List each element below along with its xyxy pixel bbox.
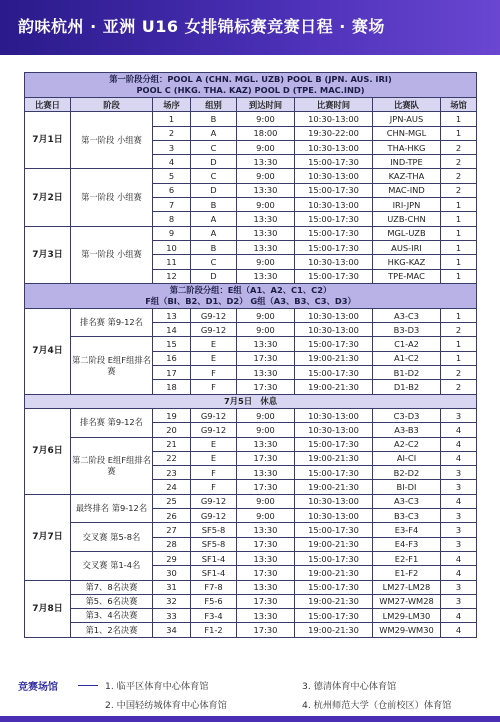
match-venue: 1	[441, 240, 477, 254]
arrival-time: 9:00	[237, 323, 295, 337]
match-row	[25, 112, 477, 126]
arrival-time: 17:30	[237, 594, 295, 608]
match-venue: 3	[441, 594, 477, 608]
match-row	[25, 337, 477, 351]
match-group: B	[191, 240, 237, 254]
venue-4: 4. 杭州师范大学（仓前校区）体育馆	[302, 700, 452, 711]
match-venue: 3	[441, 466, 477, 480]
arrival-time: 13:30	[237, 337, 295, 351]
match-venue: 2	[441, 155, 477, 169]
column-header: 阶段	[71, 98, 153, 112]
match-date: 7月2日	[25, 169, 71, 226]
match-teams: A1-C2	[373, 351, 441, 365]
match-teams: MAC-IND	[373, 183, 441, 197]
arrival-time: 9:00	[237, 255, 295, 269]
match-group: D	[191, 183, 237, 197]
match-number: 12	[153, 269, 191, 283]
match-teams: A3-C3	[373, 494, 441, 508]
match-stage: 第一阶段 小组赛	[71, 226, 153, 283]
venue-2: 2. 中国轻纺城体育中心体育馆	[105, 700, 227, 711]
match-group: SF1-4	[191, 566, 237, 580]
venues-divider	[78, 685, 98, 686]
match-venue: 3	[441, 509, 477, 523]
rest-day: 7月5日 休息	[25, 394, 477, 408]
arrival-time: 13:30	[237, 155, 295, 169]
match-venue: 1	[441, 198, 477, 212]
match-date: 7月3日	[25, 226, 71, 283]
column-header: 场序	[153, 98, 191, 112]
stage2-header	[25, 283, 477, 308]
match-teams: THA-HKG	[373, 140, 441, 154]
match-row	[25, 308, 477, 322]
match-group: F	[191, 380, 237, 394]
match-teams: D1-B2	[373, 380, 441, 394]
match-number: 10	[153, 240, 191, 254]
match-time: 10:30-13:00	[295, 494, 373, 508]
match-number: 25	[153, 494, 191, 508]
match-time: 15:00-17:30	[295, 269, 373, 283]
match-venue: 1	[441, 351, 477, 365]
match-time: 15:00-17:30	[295, 183, 373, 197]
arrival-time: 17:30	[237, 380, 295, 394]
match-venue: 1	[441, 112, 477, 126]
match-time: 10:30-13:00	[295, 140, 373, 154]
match-time: 15:00-17:30	[295, 226, 373, 240]
match-time: 19:00-21:30	[295, 594, 373, 608]
match-time: 19:00-21:30	[295, 623, 373, 637]
arrival-time: 9:00	[237, 112, 295, 126]
match-group: SF1-4	[191, 551, 237, 565]
match-number: 14	[153, 323, 191, 337]
match-stage: 第5、6名决赛	[71, 594, 153, 608]
match-venue: 1	[441, 269, 477, 283]
match-teams: MGL-UZB	[373, 226, 441, 240]
match-number: 27	[153, 523, 191, 537]
match-time: 10:30-13:00	[295, 308, 373, 322]
match-group: C	[191, 255, 237, 269]
match-number: 6	[153, 183, 191, 197]
arrival-time: 9:00	[237, 198, 295, 212]
match-group: G9-12	[191, 423, 237, 437]
match-row	[25, 609, 477, 623]
match-group: SF5-8	[191, 537, 237, 551]
match-venue: 4	[441, 423, 477, 437]
match-time: 10:30-13:00	[295, 169, 373, 183]
schedule-table	[24, 72, 477, 638]
match-row	[25, 494, 477, 508]
match-venue: 2	[441, 380, 477, 394]
match-venue: 2	[441, 140, 477, 154]
match-number: 28	[153, 537, 191, 551]
match-stage: 交叉赛 第1-4名	[71, 551, 153, 580]
match-venue: 1	[441, 308, 477, 322]
arrival-time: 13:30	[237, 523, 295, 537]
match-number: 23	[153, 466, 191, 480]
match-time: 10:30-13:00	[295, 509, 373, 523]
arrival-time: 13:30	[237, 580, 295, 594]
arrival-time: 17:30	[237, 537, 295, 551]
match-stage: 第一阶段 小组赛	[71, 169, 153, 226]
match-stage: 排名赛 第9-12名	[71, 308, 153, 337]
rest-day-row	[25, 394, 477, 408]
match-number: 16	[153, 351, 191, 365]
match-venue: 2	[441, 169, 477, 183]
match-stage: 第二阶段 E组F组排名赛	[71, 437, 153, 494]
arrival-time: 13:30	[237, 437, 295, 451]
match-group: F3-4	[191, 609, 237, 623]
match-group: A	[191, 126, 237, 140]
match-group: F5-6	[191, 594, 237, 608]
match-time: 10:30-13:00	[295, 323, 373, 337]
match-teams: LM29-LM30	[373, 609, 441, 623]
match-venue: 3	[441, 408, 477, 422]
match-date: 7月6日	[25, 408, 71, 494]
match-date: 7月7日	[25, 494, 71, 580]
stage2-header-line2: F组（BI、B2、D1、D2） G组（A3、B3、C3、D3）	[145, 295, 356, 306]
match-time: 10:30-13:00	[295, 112, 373, 126]
venue-1: 1. 临平区体育中心体育馆	[105, 681, 209, 692]
match-group: G9-12	[191, 323, 237, 337]
match-group: A	[191, 212, 237, 226]
match-teams: B3-D3	[373, 323, 441, 337]
match-teams: A2-C2	[373, 437, 441, 451]
match-date: 7月8日	[25, 580, 71, 637]
match-number: 19	[153, 408, 191, 422]
match-number: 2	[153, 126, 191, 140]
match-number: 5	[153, 169, 191, 183]
column-header: 组别	[191, 98, 237, 112]
footer-bar	[0, 716, 500, 722]
match-group: F	[191, 466, 237, 480]
match-stage: 第3、4名决赛	[71, 609, 153, 623]
match-group: G9-12	[191, 308, 237, 322]
match-number: 13	[153, 308, 191, 322]
arrival-time: 13:30	[237, 609, 295, 623]
match-group: F1-2	[191, 623, 237, 637]
match-venue: 4	[441, 623, 477, 637]
venues-label: 竞赛场馆	[18, 682, 58, 693]
match-number: 34	[153, 623, 191, 637]
match-group: B	[191, 112, 237, 126]
match-teams: E4-F3	[373, 537, 441, 551]
match-venue: 1	[441, 126, 477, 140]
column-header: 到达时间	[237, 98, 295, 112]
match-teams: B3-C3	[373, 509, 441, 523]
match-venue: 4	[441, 451, 477, 465]
match-teams: IRI-JPN	[373, 198, 441, 212]
match-teams: AUS-IRI	[373, 240, 441, 254]
match-time: 19:00-21:30	[295, 480, 373, 494]
column-header: 比赛时间	[295, 98, 373, 112]
arrival-time: 13:30	[237, 183, 295, 197]
match-time: 19:00-21:30	[295, 380, 373, 394]
arrival-time: 13:30	[237, 240, 295, 254]
arrival-time: 13:30	[237, 212, 295, 226]
arrival-time: 17:30	[237, 623, 295, 637]
match-group: E	[191, 437, 237, 451]
match-number: 20	[153, 423, 191, 437]
match-group: G9-12	[191, 408, 237, 422]
match-number: 24	[153, 480, 191, 494]
arrival-time: 17:30	[237, 480, 295, 494]
match-number: 33	[153, 609, 191, 623]
match-number: 32	[153, 594, 191, 608]
match-teams: TPE-MAC	[373, 269, 441, 283]
arrival-time: 13:30	[237, 466, 295, 480]
match-number: 18	[153, 380, 191, 394]
match-row	[25, 580, 477, 594]
match-row	[25, 169, 477, 183]
arrival-time: 13:30	[237, 269, 295, 283]
match-time: 19:00-21:30	[295, 351, 373, 365]
arrival-time: 9:00	[237, 140, 295, 154]
match-number: 31	[153, 580, 191, 594]
venue-3: 3. 德清体育中心体育馆	[302, 681, 397, 692]
match-teams: AI-CI	[373, 451, 441, 465]
column-header-row	[25, 98, 477, 112]
match-stage: 最终排名 第9-12名	[71, 494, 153, 523]
match-stage: 第1、2名决赛	[71, 623, 153, 637]
stage1-header-line2: POOL C (HKG. THA. KAZ) POOL D (TPE. MAC.IND)	[136, 85, 365, 95]
match-group: F	[191, 480, 237, 494]
match-time: 10:30-13:00	[295, 408, 373, 422]
match-venue: 2	[441, 323, 477, 337]
page-title: 韵味杭州 · 亚洲 U16 女排锦标赛竞赛日程 · 赛场	[18, 17, 385, 36]
match-venue: 3	[441, 537, 477, 551]
match-number: 17	[153, 366, 191, 380]
match-time: 10:30-13:00	[295, 423, 373, 437]
column-header: 比赛队	[373, 98, 441, 112]
match-time: 19:00-21:30	[295, 566, 373, 580]
match-teams: CHN-MGL	[373, 126, 441, 140]
match-group: G9-12	[191, 509, 237, 523]
arrival-time: 13:30	[237, 226, 295, 240]
match-teams: KAZ-THA	[373, 169, 441, 183]
match-teams: WM29-WM30	[373, 623, 441, 637]
match-stage: 第二阶段 E组F组排名赛	[71, 337, 153, 394]
match-teams: C3-D3	[373, 408, 441, 422]
arrival-time: 9:00	[237, 408, 295, 422]
match-row	[25, 523, 477, 537]
match-date: 7月1日	[25, 112, 71, 169]
match-number: 26	[153, 509, 191, 523]
match-number: 3	[153, 140, 191, 154]
match-venue: 2	[441, 366, 477, 380]
match-row	[25, 551, 477, 565]
match-number: 9	[153, 226, 191, 240]
match-group: G9-12	[191, 494, 237, 508]
schedule-table-frame	[24, 72, 476, 657]
column-header: 比赛日	[25, 98, 71, 112]
arrival-time: 17:30	[237, 566, 295, 580]
match-teams: BI-DI	[373, 480, 441, 494]
match-teams: E1-F2	[373, 566, 441, 580]
match-time: 15:00-17:30	[295, 437, 373, 451]
match-venue: 4	[441, 566, 477, 580]
match-teams: C1-A2	[373, 337, 441, 351]
match-time: 15:00-17:30	[295, 551, 373, 565]
match-time: 15:00-17:30	[295, 366, 373, 380]
match-venue: 1	[441, 337, 477, 351]
match-stage: 排名赛 第9-12名	[71, 408, 153, 437]
match-number: 30	[153, 566, 191, 580]
arrival-time: 17:30	[237, 451, 295, 465]
match-teams: IND-TPE	[373, 155, 441, 169]
column-header: 场馆	[441, 98, 477, 112]
match-group: D	[191, 155, 237, 169]
match-venue: 3	[441, 580, 477, 594]
match-row	[25, 594, 477, 608]
stage1-header-line1: 第一阶段分组：POOL A (CHN. MGL. UZB) POOL B (JPN. AUS. IRI)	[109, 74, 392, 84]
match-time: 15:00-17:30	[295, 212, 373, 226]
match-row	[25, 408, 477, 422]
match-venue: 1	[441, 212, 477, 226]
match-group: E	[191, 337, 237, 351]
match-teams: A3-B3	[373, 423, 441, 437]
match-stage: 第7、8名决赛	[71, 580, 153, 594]
match-row	[25, 226, 477, 240]
match-number: 4	[153, 155, 191, 169]
arrival-time: 9:00	[237, 494, 295, 508]
match-number: 8	[153, 212, 191, 226]
match-group: F7-8	[191, 580, 237, 594]
match-group: B	[191, 198, 237, 212]
match-number: 11	[153, 255, 191, 269]
arrival-time: 9:00	[237, 169, 295, 183]
stage2-header-line1: 第二阶段分组：E组（A1、A2、C1、C2）	[169, 284, 332, 295]
match-group: F	[191, 366, 237, 380]
match-venue: 1	[441, 255, 477, 269]
match-venue: 3	[441, 523, 477, 537]
arrival-time: 18:00	[237, 126, 295, 140]
match-venue: 1	[441, 226, 477, 240]
match-time: 10:30-13:00	[295, 255, 373, 269]
match-venue: 3	[441, 480, 477, 494]
match-teams: LM27-LM28	[373, 580, 441, 594]
header-banner	[0, 0, 500, 55]
match-time: 15:00-17:30	[295, 466, 373, 480]
match-time: 19:00-21:30	[295, 451, 373, 465]
match-teams: E3-F4	[373, 523, 441, 537]
match-group: SF5-8	[191, 523, 237, 537]
match-time: 15:00-17:30	[295, 580, 373, 594]
match-time: 19:30-22:00	[295, 126, 373, 140]
match-time: 15:00-17:30	[295, 240, 373, 254]
match-time: 15:00-17:30	[295, 337, 373, 351]
match-row	[25, 623, 477, 637]
arrival-time: 17:30	[237, 351, 295, 365]
match-venue: 4	[441, 609, 477, 623]
match-teams: E2-F1	[373, 551, 441, 565]
match-group: C	[191, 169, 237, 183]
match-time: 15:00-17:30	[295, 609, 373, 623]
match-stage: 第一阶段 小组赛	[71, 112, 153, 169]
match-time: 19:00-21:30	[295, 537, 373, 551]
match-teams: HKG-KAZ	[373, 255, 441, 269]
match-teams: A3-C3	[373, 308, 441, 322]
match-group: A	[191, 226, 237, 240]
match-number: 15	[153, 337, 191, 351]
arrival-time: 9:00	[237, 509, 295, 523]
match-number: 29	[153, 551, 191, 565]
match-number: 21	[153, 437, 191, 451]
match-teams: B1-D2	[373, 366, 441, 380]
arrival-time: 13:30	[237, 366, 295, 380]
match-teams: WM27-WM28	[373, 594, 441, 608]
match-time: 10:30-13:00	[295, 198, 373, 212]
match-venue: 4	[441, 494, 477, 508]
arrival-time: 13:30	[237, 551, 295, 565]
match-group: D	[191, 269, 237, 283]
match-row	[25, 437, 477, 451]
match-stage: 交叉赛 第5-8名	[71, 523, 153, 552]
match-number: 7	[153, 198, 191, 212]
match-number: 1	[153, 112, 191, 126]
match-group: E	[191, 351, 237, 365]
match-time: 15:00-17:30	[295, 523, 373, 537]
match-number: 22	[153, 451, 191, 465]
arrival-time: 9:00	[237, 308, 295, 322]
match-venue: 2	[441, 183, 477, 197]
match-teams: UZB-CHN	[373, 212, 441, 226]
arrival-time: 9:00	[237, 423, 295, 437]
stage1-header	[25, 73, 477, 98]
match-venue: 4	[441, 551, 477, 565]
match-group: C	[191, 140, 237, 154]
match-date: 7月4日	[25, 308, 71, 394]
match-teams: JPN-AUS	[373, 112, 441, 126]
match-teams: B2-D2	[373, 466, 441, 480]
match-venue: 4	[441, 437, 477, 451]
match-group: E	[191, 451, 237, 465]
match-time: 15:00-17:30	[295, 155, 373, 169]
